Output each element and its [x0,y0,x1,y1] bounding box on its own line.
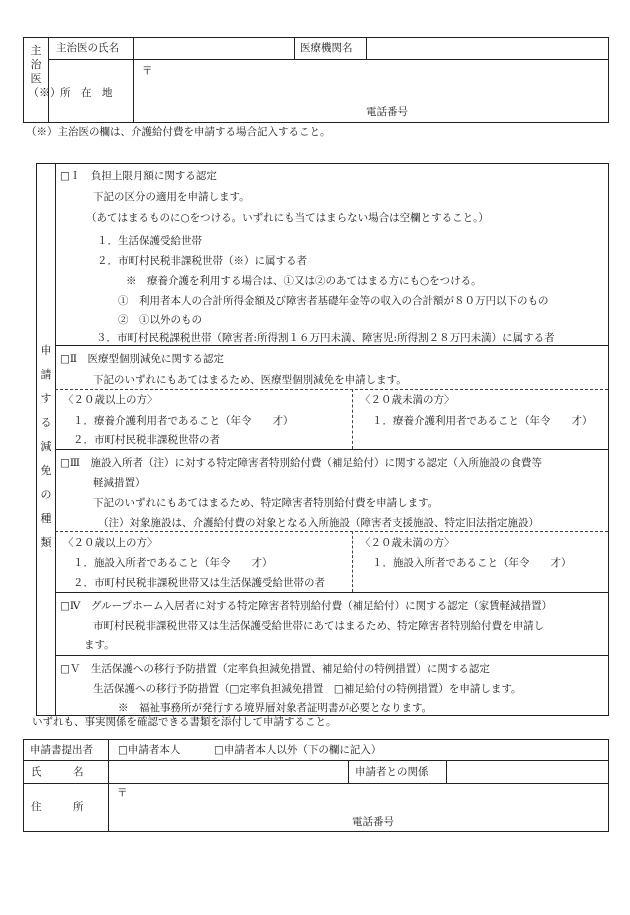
submitter-address-label: 住 所 [31,801,84,813]
physician-postal-mark: 〒 [142,65,153,77]
physician-note: （※）主治医の欄は、介護給付費を申請する場合記入すること。 [26,126,331,138]
relation-field[interactable] [447,761,607,783]
attachment-note: いずれも、事実関係を確認できる書類を添付して申請すること。 [32,716,337,728]
physician-phone-label: 電話番号 [366,106,408,118]
option-i-title[interactable]: □Ｉ 負担上限月額に関する認定 [60,170,217,182]
submitter-name-field[interactable] [109,761,347,783]
option-ii-adult-header: 〈２０歳以上の方〉 [63,394,158,406]
option-i-instruction: （あてはまるものに○をつける。いずれにも当てはまらない場合は空欄とすること。） [86,212,489,224]
option-v-desc[interactable]: 生活保護への移行予防措置（□定率負担減免措置 □補足給付の特例措置）を申請します。 [93,683,522,695]
option-iii-adult-1[interactable]: １．施設入所者であること（年令 才） [73,557,273,569]
option-ii-minor-header: 〈２０歳未満の方〉 [360,394,455,406]
option-iii-desc: 下記のいずれにもあてはまるため、特定障害者特別給付費を申請します。 [93,497,439,509]
option-iv-title[interactable]: □Ⅳ グループホーム入居者に対する特定障害者特別給付費（補足給付）に関する認定（家賃軽減措置） [60,600,553,612]
option-iii-adult-header: 〈２０歳以上の方〉 [63,537,158,549]
option-ii-adult-2[interactable]: ２．市町村民税非課税世帯の者 [73,434,220,446]
option-i-choice-2[interactable]: ２．市町村民税非課税世帯（※）に属する者 [97,255,307,267]
option-iii-note: （注）対象施設は、介護給付費の対象となる入所施設（障害者支援施設、特定旧法指定施設） [98,517,539,529]
reduction-section-label: 申請する減免の種類 [40,344,52,549]
submitter-postal-mark: 〒 [117,787,128,799]
option-ii-adult-1[interactable]: １．療養介護利用者であること（年令 才） [73,415,294,427]
relation-label: 申請者との関係 [355,766,429,778]
option-i-sub-1[interactable]: ① 利用者本人の合計所得金額及び障害者基礎年金等の収入の合計額が８０万円以下のもの [118,295,549,307]
submitter-phone-label: 電話番号 [352,816,394,828]
institution-label: 医療機関名 [300,42,353,54]
submitter-label: 申請書提出者 [30,744,93,756]
option-i-desc: 下記の区分の適用を申請します。 [93,191,250,203]
option-v-title[interactable]: □Ｖ 生活保護への移行予防措置（定率負担減免措置、補足給付の特例措置）に関する認定 [60,663,490,675]
physician-name-label: 主治医の氏名 [56,42,119,54]
option-i-choice-3[interactable]: ３．市町村民税課税世帯（障害者:所得割１６万円未満、障害児:所得割２８万円未満）に属する者 [96,332,555,344]
physician-address-label: 所 在 地 [60,87,113,99]
option-iii-title-cont: 軽減措置） [93,477,146,489]
option-v-note: ※ 福祉事務所が発行する境界層対象者証明書が必要となります。 [118,702,433,714]
option-iii-adult-2[interactable]: ２．市町村民税非課税世帯又は生活保護受給世帯の者 [73,577,325,589]
option-iii-title[interactable]: □Ⅲ 施設入所者（注）に対する特定障害者特別給付費（補足給付）に関する認定（入所施設の食費等 [60,457,543,469]
option-ii-title[interactable]: □Ⅱ 医療型個別減免に関する認定 [60,353,225,365]
physician-name-field[interactable] [134,38,293,59]
option-iii-minor-header: 〈２０歳未満の方〉 [360,537,455,549]
physician-section-label: 主治医（※） [28,44,61,99]
submitter-self-checkbox[interactable]: □申請者本人 [118,744,181,756]
option-iii-minor-1[interactable]: １．施設入所者であること（年令 才） [372,557,572,569]
option-iv-desc-cont: ます。 [84,639,115,651]
option-iv-desc: 市町村民税非課税世帯又は生活保護受給世帯にあてはまるため、特定障害者特別給付費を申請し [93,620,545,632]
option-i-sub-2[interactable]: ② ①以外のもの [118,314,202,326]
option-ii-desc: 下記のいずれにもあてはまるため、医療型個別減免を申請します。 [93,374,407,386]
submitter-name-label: 氏 名 [31,766,84,778]
option-i-choice-1[interactable]: １．生活保護受給世帯 [97,235,202,247]
option-ii-minor-1[interactable]: １．療養介護利用者であること（年令 才） [372,415,593,427]
option-i-care-note: ※ 療養介護を利用する場合は、①又は②のあてはまる方にも○をつける。 [126,275,482,287]
submitter-other-checkbox[interactable]: □申請者本人以外（下の欄に記入） [214,744,382,756]
institution-field[interactable] [367,38,607,59]
